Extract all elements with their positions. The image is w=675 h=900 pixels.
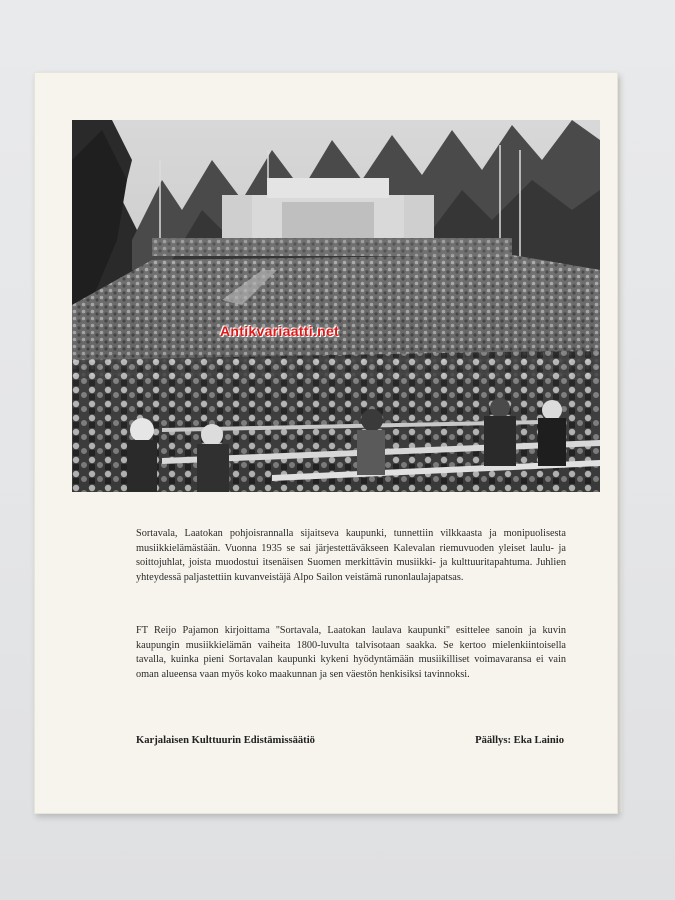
- crowd-at-song-festival-image: [72, 120, 600, 492]
- festival-photo: [72, 120, 600, 492]
- cover-design-credit: Päällys: Eka Lainio: [475, 735, 564, 746]
- description-paragraph-1: Sortavala, Laatokan pohjoisrannalla sijaitseva kaupunki, tunnettiin vilkkaasta ja monipuolisesta musiikkielämästään. Vuonna 1935 se sai järjestettäväkseen Kalevalan riemuvuoden yleiset laulu- ja soittojuhlat, joista muodostui itsenäisen Suomen merkittävin musiikki- ja kulttuuritapahtuma. Juhlien yhteydessä paljastettiin kuvanveistäjä Alpo Sailon veistämä runonlaulajapatsas.: [136, 528, 566, 583]
- publisher-name: Karjalaisen Kulttuurin Edistämissäätiö: [136, 735, 315, 746]
- description-paragraph-2: FT Reijo Pajamon kirjoittama ''Sortavala, Laatokan laulava kaupunki'' esittelee sanoin ja kuvin kaupungin musiikkielämän vaiheita 1800-luvulta talvisotaan saakka. Se kertoo mielenkiintoisella tavalla, kuinka pieni Sortavalan kaupunki kykeni hyödyntämään musiikilliset voimavaransa ei vain oman alueensa vaan myös koko maakunnan ja sen väestön henkisiksi tavinnoksi.: [136, 625, 566, 680]
- watermark-text: Antikvariaatti.net: [220, 323, 339, 339]
- book-back-cover: [34, 72, 618, 814]
